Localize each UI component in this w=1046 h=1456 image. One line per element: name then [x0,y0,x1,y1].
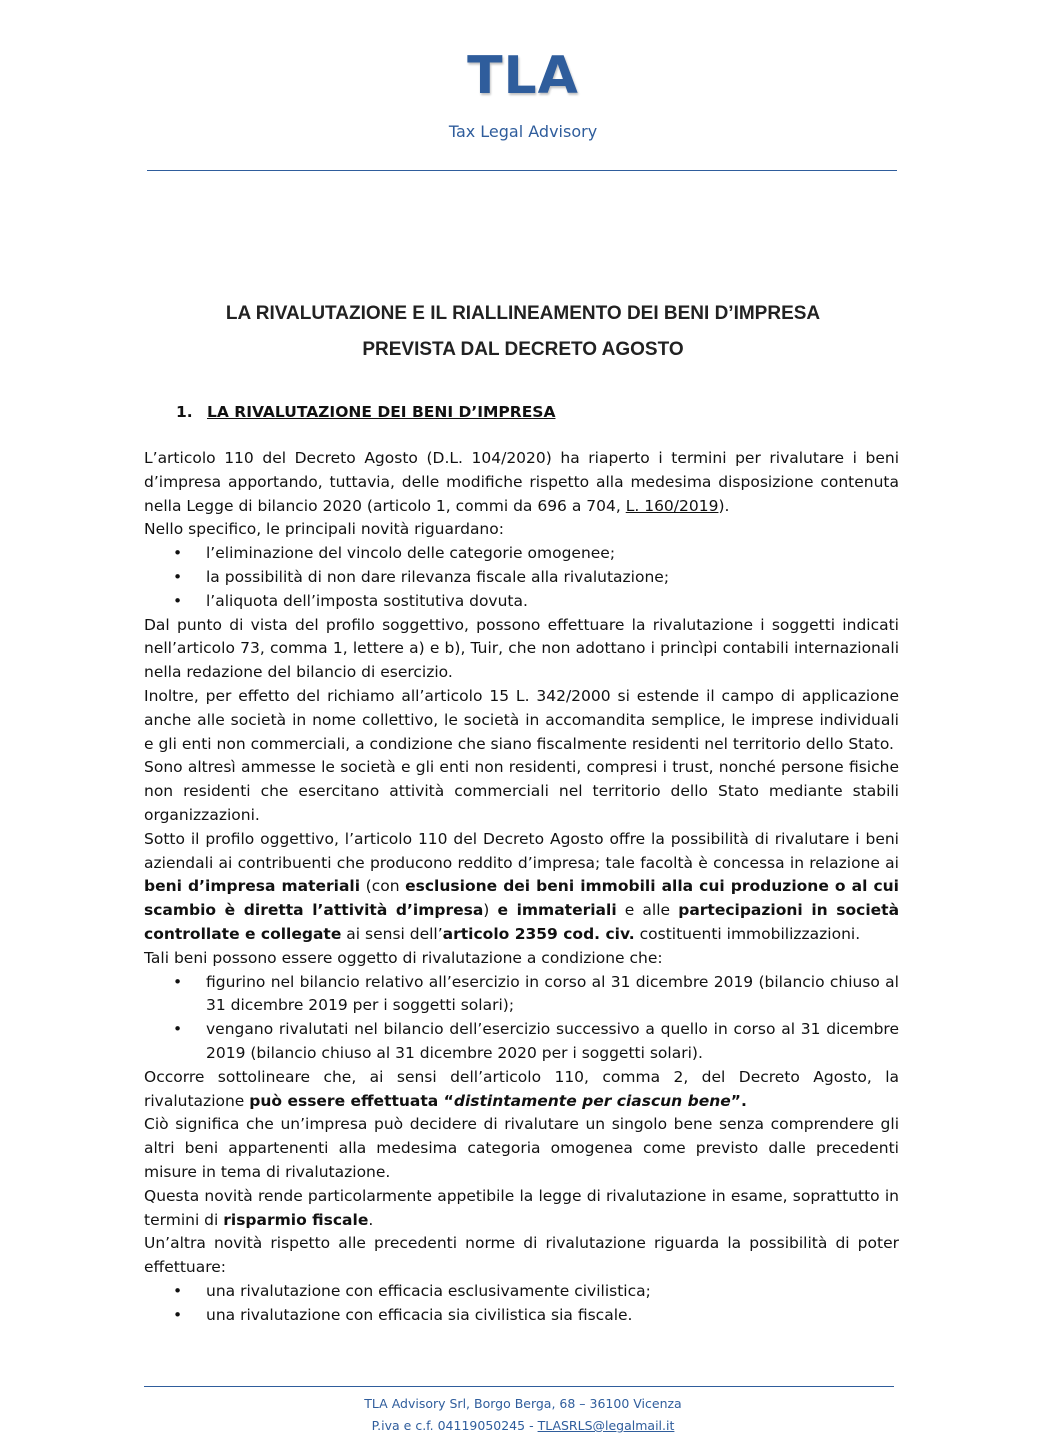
section-number: 1. [176,403,193,421]
text-span: Questa novità rende particolarmente appetibile la legge di rivalutazione in esame, soprattutto in termini di [144,1186,899,1229]
paragraph-objective [144,828,899,947]
bold-italic-span: distintamente per ciascun bene [453,1091,731,1110]
paragraph-intro [144,447,899,518]
list-item: • una rivalutazione con efficacia esclusivamente civilistica; [144,1280,899,1304]
footer-divider [144,1386,894,1387]
bold-span: può essere effettuata “ [249,1091,454,1110]
title-line-1: LA RIVALUTAZIONE E IL RIALLINEAMENTO DEI BENI D’IMPRESA [225,303,821,324]
law-reference-link[interactable]: L. 160/2019 [625,496,719,515]
text-span: Occorre sottolineare che, ai sensi dell’articolo 110, comma 2, del Decreto Agosto, la rivalutazione [144,1067,899,1110]
section-heading [176,403,555,421]
footer-email-link[interactable]: TLASRLS@legalmail.it [537,1418,675,1433]
text-span: ai sensi dell’ [341,924,443,943]
paragraph-tax-saving [144,1185,899,1233]
bold-span: articolo 2359 cod. civ. [442,924,635,943]
document-title [0,296,1046,368]
text-span: . [368,1210,374,1229]
bold-span: e immateriali [497,901,617,920]
paragraph-subjective: Dal punto di vista del profilo soggettivo, possono effettuare la rivalutazione i soggetti indicati nell’articolo 73, comma 1, lettere a) e b), Tuir, che non adottano i princìpi contabili internazionali nella redazione del bilancio di esercizio. [144,615,899,682]
bold-span: esclusione dei beni immobili alla cui produzione o al cui scambio è diretta l’attività d’impresa [144,877,899,920]
paragraph-extension: Inoltre, per effetto del richiamo all’articolo 15 L. 342/2000 si estende il campo di applicazione anche alle società in nome collettivo, le società in accomandita semplice, le imprese individuali e gli enti non commerciali, a condizione che siano fiscalmente residenti nel territorio dello Stato. [144,686,899,753]
footer-tax-line [0,1415,1046,1437]
header-divider [147,170,897,171]
options-list [144,1280,899,1328]
tla-logo: TLA [467,46,579,106]
bold-span: ”. [730,1091,747,1110]
paragraph-novelties: Nello specifico, le principali novità riguardano: [144,520,504,539]
list-item: • vengano rivalutati nel bilancio dell’esercizio successivo a quello in corso al 31 dicembre 2019 (bilancio chiuso al 31 dicembre 2020 per i soggetti solari). [144,1018,899,1066]
text-span: L’articolo 110 del Decreto Agosto (D.L. 104/2020) ha riaperto i termini per rivalutare i beni d’impresa apportando, tuttavia, delle modifiche rispetto alla medesima disposizione contenuta nella Legge di bilancio 2020 (articolo 1, commi da 696 a 704, [144,449,899,515]
list-item: • l’aliquota dell’imposta sostitutiva dovuta. [144,590,899,614]
conditions-list [144,971,899,1066]
list-item: • la possibilità di non dare rilevanza fiscale alla rivalutazione; [144,566,899,590]
paragraph-non-residents: Sono altresì ammesse le società e gli enti non residenti, compresi i trust, nonché persone fisiche non residenti che esercitano attività commerciali nel territorio dello Stato mediante stabili organizzazioni. [144,758,899,824]
section-title: LA RIVALUTAZIONE DEI BENI D’IMPRESA [207,403,556,421]
footer-address: TLA Advisory Srl, Borgo Berga, 68 – 36100 Vicenza [364,1396,682,1411]
text-span: costituenti immobilizzazioni. [634,924,861,943]
text-span: (con [360,877,406,896]
document-body [144,447,899,1327]
bold-span: partecipazioni in società controllate e collegate [144,901,900,943]
tagline: Tax Legal Advisory [448,122,598,141]
paragraph-meaning: Ciò significa che un’impresa può decidere di rivalutare un singolo bene senza comprendere gli altri beni appartenenti alla medesima categoria omogenea come previsto dalle precedenti misure in tema di rivalutazione. [144,1115,899,1181]
list-item: • una rivalutazione con efficacia sia civilistica sia fiscale. [144,1304,899,1328]
text-span: ). [718,496,730,515]
text-span: Sotto il profilo oggettivo, l’articolo 110 del Decreto Agosto offre la possibilità di rivalutare i beni aziendali ai contribuenti che producono reddito d’impresa; tale facoltà è concessa in relazione ai [144,829,899,872]
paragraph-each-asset [144,1066,899,1114]
novelties-list [144,542,899,613]
text-span: e alle [616,901,679,920]
paragraph-options: Un’altra novità rispetto alle precedenti norme di rivalutazione riguarda la possibilità di poter effettuare: [144,1234,899,1277]
list-item: • l’eliminazione del vincolo delle categorie omogenee; [144,542,899,566]
list-item: • figurino nel bilancio relativo all’esercizio in corso al 31 dicembre 2019 (bilancio chiuso al 31 dicembre 2019 per i soggetti solari); [144,971,899,1019]
title-line-2: PREVISTA DAL DECRETO AGOSTO [362,339,684,360]
bold-span: beni d’impresa materiali [144,877,361,896]
footer [0,1393,1046,1437]
bold-span: risparmio fiscale [223,1210,369,1229]
text-span: ) [483,901,498,920]
footer-vat: P.iva e c.f. 04119050245 - [371,1418,538,1433]
paragraph-conditions: Tali beni possono essere oggetto di rivalutazione a condizione che: [144,948,663,967]
